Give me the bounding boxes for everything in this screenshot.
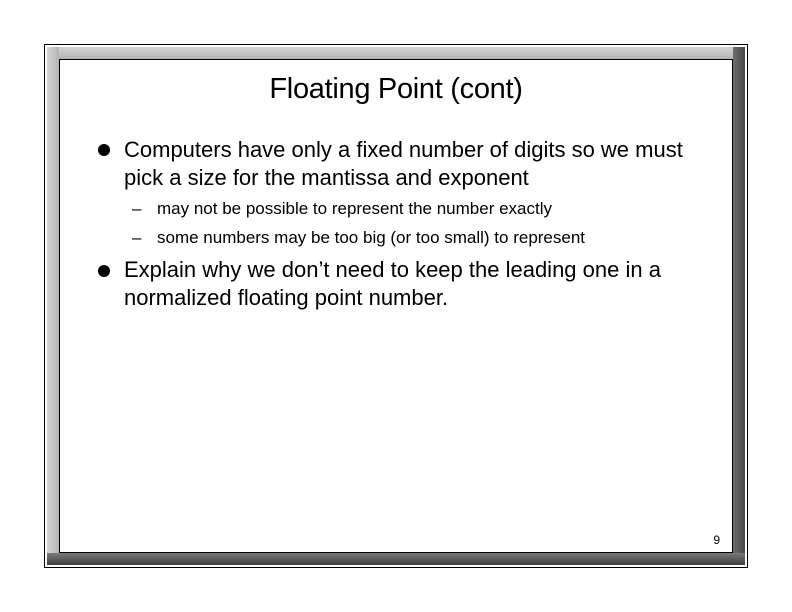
page-number: 9 [713,533,720,547]
bullet-icon [98,265,110,277]
bullet-item-1-text: Computers have only a fixed number of digits so we must pick a size for the mantissa and exponent [124,137,683,190]
bullet-item-2-text: Explain why we don’t need to keep the leading one in a normalized floating point number. [124,257,661,310]
frame-bevel-bottom [47,553,745,565]
frame-bevel-left [47,47,59,565]
frame-bevel-right [733,47,745,565]
sub-bullet-item-1-text: may not be possible to represent the number exactly [157,199,552,218]
slide-title: Floating Point (cont) [269,73,523,105]
sub-bullet-dash-icon: – [132,228,142,247]
frame-bevel-top [47,47,745,59]
sub-bullet-item-2-text: some numbers may be too big (or too small) to represent [157,228,586,247]
sub-bullet-dash-icon: – [132,199,142,218]
bullet-icon [98,144,110,156]
